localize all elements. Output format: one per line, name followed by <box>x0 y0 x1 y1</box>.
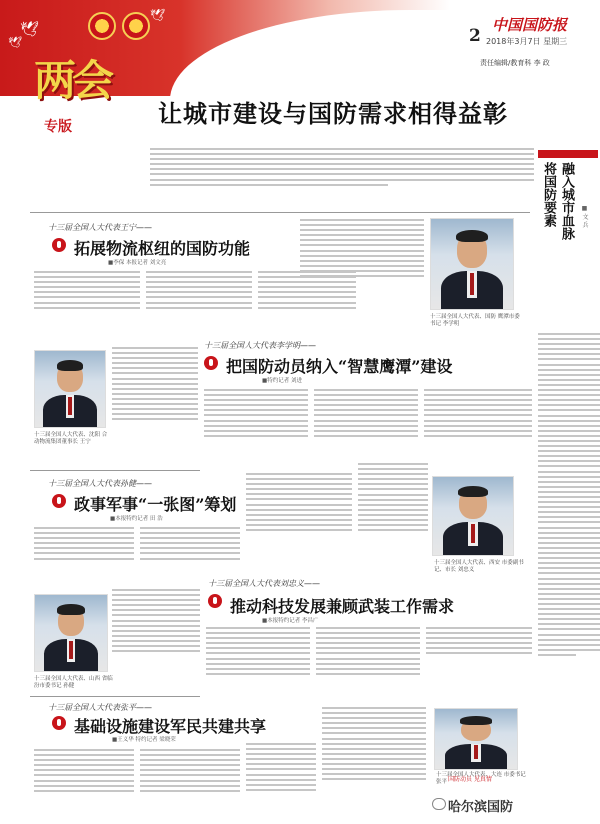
article-kicker: 十三届全国人大代表刘忠义—— <box>208 579 320 588</box>
article-title: 基础设施建设军民共建共享 <box>74 717 267 736</box>
delegate-portrait <box>430 218 514 310</box>
editor-line: 责任编辑/教育科 李 政 <box>480 59 550 67</box>
dove-icon: 🕊 <box>150 8 166 22</box>
article-body <box>246 470 352 534</box>
microphone-icon <box>52 238 66 252</box>
delegate-portrait <box>34 594 108 672</box>
divider <box>30 470 200 471</box>
article-kicker: 十三届全国人大代表孙健—— <box>48 479 152 488</box>
article-kicker: 十三届全国人大代表张平—— <box>48 703 152 712</box>
sidebar-body <box>538 330 600 659</box>
article-body <box>112 586 200 655</box>
article-body <box>34 524 134 563</box>
section-tag: 专版 <box>44 119 72 135</box>
article-body <box>424 386 532 440</box>
sidebar-title-line2: 融入城市血脉 <box>559 162 574 240</box>
delegate-portrait <box>432 476 514 556</box>
article-body <box>140 746 240 795</box>
sidebar-commentary <box>538 150 600 800</box>
national-emblem-icon <box>88 12 116 40</box>
sidebar-title-line1: 将国防要素 <box>541 162 556 227</box>
portrait-caption: 十三届全国人大代表、国防 鹰潭市委书记 李学明 <box>430 314 520 327</box>
article-body <box>316 624 420 678</box>
article-byline: ■王义华 特约记者 梁晓荣 <box>112 737 176 743</box>
divider <box>30 212 530 213</box>
article-body <box>140 524 240 563</box>
page-headline: 让城市建设与国防需求相得益彰 <box>158 99 508 128</box>
footer-note: 国防动员 见真情 <box>448 776 492 783</box>
article-byline: ■李保 本报记者 刘文亮 <box>108 260 167 266</box>
article-body <box>112 344 198 423</box>
article-body <box>146 268 252 312</box>
article-kicker: 十三届全国人大代表王宁—— <box>48 223 152 232</box>
microphone-icon <box>208 594 222 608</box>
article-body <box>206 624 310 678</box>
article-body <box>204 386 308 440</box>
microphone-icon <box>52 716 66 730</box>
microphone-icon <box>204 356 218 370</box>
party-emblem-icon <box>122 12 150 40</box>
microphone-icon <box>52 494 66 508</box>
article-kicker: 十三届全国人大代表李学明—— <box>204 341 316 350</box>
portrait-caption: 十三届全国人大代表、大连 市委书记 张平 <box>436 772 526 785</box>
divider <box>30 696 200 697</box>
article-title: 政事军事“一张图”筹划 <box>74 495 237 514</box>
portrait-caption: 十三届全国人大代表、西安 市委副书记、市长 刘忠义 <box>434 560 524 573</box>
sidebar-author: ■ 文 兵 <box>581 205 588 228</box>
wechat-icon <box>432 798 446 810</box>
watermark: 哈尔滨国防 <box>448 800 514 815</box>
dove-icon: 🕊 <box>20 20 40 38</box>
section-logo: 两会 <box>34 56 111 105</box>
intro-text <box>150 145 534 189</box>
article-title: 把国防动员纳入“智慧鹰潭”建设 <box>226 357 453 376</box>
delegate-portrait <box>34 350 106 428</box>
publication-date: 2018年3月7日 星期三 <box>486 37 568 46</box>
portrait-caption: 十三届全国人大代表、沈阳 合动物流集团董事长 王宁 <box>34 432 108 445</box>
sidebar-bar <box>538 150 598 158</box>
article-body <box>246 740 316 794</box>
article-body <box>34 268 140 312</box>
dove-icon: 🕊 <box>8 36 22 49</box>
page-number: 2 <box>469 26 481 46</box>
article-body <box>314 386 418 440</box>
delegate-portrait <box>434 708 518 770</box>
portrait-caption: 十三届全国人大代表、山西 省临汾市委书记 孙健 <box>34 676 113 689</box>
article-byline: ■本报特约记者 田 浩 <box>110 516 163 522</box>
article-body <box>34 746 134 795</box>
article-title: 拓展物流枢纽的国防功能 <box>74 239 251 258</box>
paper-name: 中国国防报 <box>492 16 568 34</box>
article-body <box>358 460 428 534</box>
article-body <box>322 704 426 783</box>
article-title: 推动科技发展兼顾武装工作需求 <box>230 597 455 616</box>
article-body <box>426 624 532 658</box>
article-byline: ■本报特约记者 李昌广 <box>262 618 319 624</box>
article-byline: ■特约记者 刘进 <box>262 378 302 384</box>
article-body <box>300 216 424 280</box>
